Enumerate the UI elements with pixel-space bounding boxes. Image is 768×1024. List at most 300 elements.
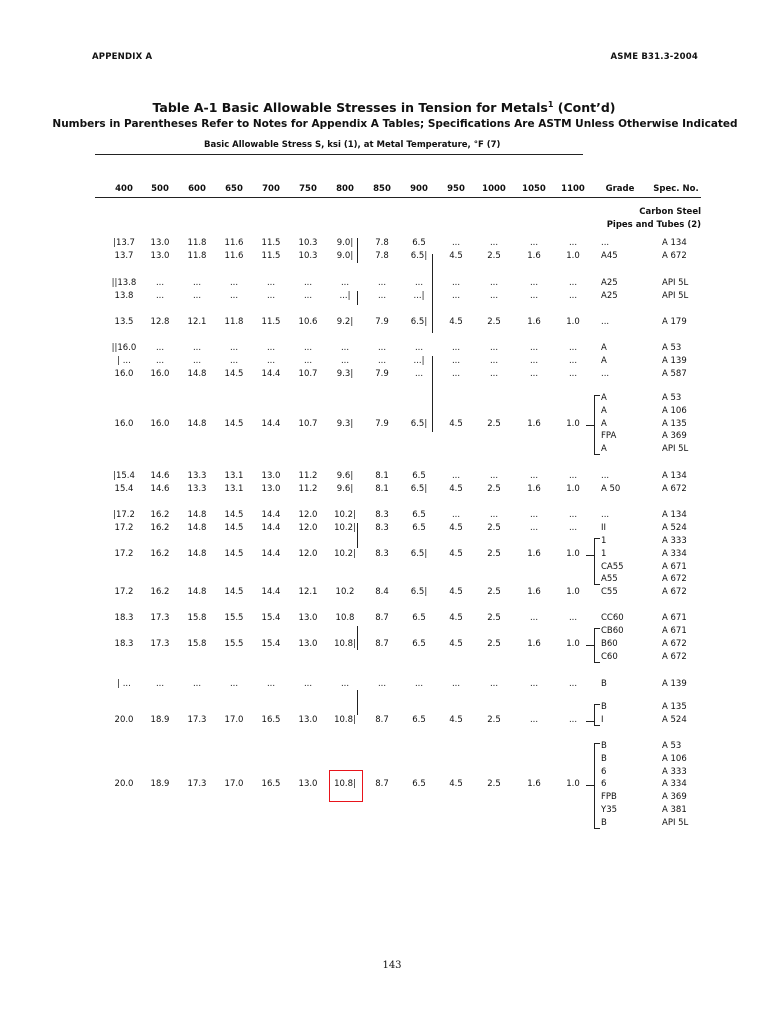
column-header-temp-850: 850 xyxy=(373,184,391,194)
table-cell: ...| xyxy=(413,356,425,366)
table-cell: 10.7 xyxy=(298,369,318,379)
table-cell: 6.5 xyxy=(412,779,426,790)
grade-cell: B xyxy=(601,741,607,751)
table-cell: ... xyxy=(568,510,578,520)
grade-bracket xyxy=(594,743,600,829)
table-cell: 14.5 xyxy=(224,548,244,559)
table-cell: 17.3 xyxy=(150,613,170,623)
table-cell: ...| xyxy=(413,291,425,301)
table-cell: |13.7 xyxy=(113,238,135,248)
table-cell: ... xyxy=(529,613,539,623)
grade-cell: A xyxy=(601,393,607,403)
spec-cell: API 5L xyxy=(662,291,689,301)
table-cell: ... xyxy=(340,356,350,366)
table-cell: 17.3 xyxy=(150,638,170,649)
column-header-temp-700: 700 xyxy=(262,184,280,194)
table-cell: ... xyxy=(568,356,578,366)
table-subtitle: Numbers in Parentheses Refer to Notes for Appendix A Tables; Specifications Are ASTM Unless Otherwise Indicated xyxy=(52,118,738,130)
bracket-connector xyxy=(586,645,594,646)
table-cell: 18.9 xyxy=(150,714,170,725)
spec-cell: A 134 xyxy=(662,471,687,481)
table-cell: 1.0 xyxy=(566,587,580,597)
table-cell: 8.3 xyxy=(375,523,389,533)
table-cell: ... xyxy=(529,291,539,301)
table-cell: 6.5| xyxy=(410,484,428,494)
table-cell: 6.5 xyxy=(412,638,426,649)
table-cell: 10.8| xyxy=(334,714,356,725)
table-cell: 7.9 xyxy=(375,317,389,327)
table-cell: 2.5 xyxy=(487,779,501,790)
table-cell: ... xyxy=(340,343,350,353)
table-cell: 8.1 xyxy=(375,471,389,481)
table-cell: 10.3 xyxy=(298,238,318,248)
grade-cell: A45 xyxy=(601,251,618,261)
table-cell: 1.0 xyxy=(566,779,580,790)
table-cell: 12.0 xyxy=(298,548,318,559)
table-cell: ... xyxy=(377,278,387,288)
table-cell: 2.5 xyxy=(487,484,501,494)
grade-cell: C55 xyxy=(601,587,618,597)
table-cell: ... xyxy=(155,679,165,689)
table-cell: ... xyxy=(529,278,539,288)
bracket-connector xyxy=(586,425,594,426)
table-cell: 11.2 xyxy=(298,484,318,494)
column-header-temp-1100: 1100 xyxy=(561,184,585,194)
table-cell: 7.8 xyxy=(375,251,389,261)
spec-cell: A 381 xyxy=(662,805,687,815)
table-cell: 14.6 xyxy=(150,471,170,481)
table-cell: 18.3 xyxy=(114,613,134,623)
column-header-temp-1000: 1000 xyxy=(482,184,506,194)
spec-cell: A 334 xyxy=(662,548,687,559)
table-cell: ... xyxy=(155,278,165,288)
table-cell: ... xyxy=(229,343,239,353)
table-cell: 13.0 xyxy=(150,238,170,248)
stress-header-rule xyxy=(95,154,583,155)
table-cell: ... xyxy=(414,369,424,379)
spec-cell: A 672 xyxy=(662,638,687,649)
revision-bar xyxy=(432,376,433,432)
table-cell: ... xyxy=(568,679,578,689)
table-cell: 14.4 xyxy=(261,523,281,533)
table-cell: ... xyxy=(192,356,202,366)
page-number: 143 xyxy=(382,960,402,971)
table-cell: 11.5 xyxy=(261,251,281,261)
table-cell: | ... xyxy=(117,356,131,366)
table-cell: ... xyxy=(192,343,202,353)
table-cell: ... xyxy=(377,291,387,301)
table-cell: 10.2| xyxy=(334,548,356,559)
table-cell: 15.5 xyxy=(224,638,244,649)
spec-cell: A 672 xyxy=(662,651,687,662)
table-cell: 14.8 xyxy=(187,548,207,559)
table-cell: 16.5 xyxy=(261,779,281,790)
revision-bar xyxy=(432,254,433,333)
table-cell: ... xyxy=(266,679,276,689)
table-cell: 2.5 xyxy=(487,638,501,649)
table-cell: ... xyxy=(377,356,387,366)
table-cell: 14.4 xyxy=(261,548,281,559)
table-cell: 14.8 xyxy=(187,510,207,520)
grade-cell: FPA xyxy=(601,431,617,442)
table-cell: ... xyxy=(451,510,461,520)
table-cell: ... xyxy=(266,278,276,288)
table-cell: 6.5 xyxy=(412,510,426,520)
spec-cell: A 671 xyxy=(662,613,687,623)
spec-cell: A 524 xyxy=(662,523,687,533)
table-cell: 4.5 xyxy=(449,587,463,597)
table-cell: ... xyxy=(568,714,578,725)
table-cell: ... xyxy=(303,278,313,288)
table-cell: 2.5 xyxy=(487,714,501,725)
grade-cell: ... xyxy=(601,510,610,520)
table-cell: 12.8 xyxy=(150,317,170,327)
column-header-temp-900: 900 xyxy=(410,184,428,194)
column-header-temp-800: 800 xyxy=(336,184,354,194)
table-cell: ... xyxy=(451,343,461,353)
table-cell: 13.1 xyxy=(224,471,244,481)
spec-cell: A 672 xyxy=(662,574,687,585)
grade-cell: CC60 xyxy=(601,613,624,623)
table-cell: 10.2 xyxy=(335,587,355,597)
table-cell: 13.1 xyxy=(224,484,244,494)
table-cell: ... xyxy=(489,679,499,689)
grade-cell: A xyxy=(601,343,607,353)
revision-bar xyxy=(357,626,358,650)
table-cell: ... xyxy=(529,714,539,725)
grade-cell: A xyxy=(601,405,607,416)
table-cell: ... xyxy=(568,369,578,379)
table-cell: 8.7 xyxy=(375,714,389,725)
table-cell: 2.5 xyxy=(487,523,501,533)
table-cell: 10.7 xyxy=(298,418,318,429)
table-cell: ... xyxy=(489,343,499,353)
column-header-temp-750: 750 xyxy=(299,184,317,194)
column-header-grade: Grade xyxy=(605,184,635,194)
spec-cell: A 587 xyxy=(662,369,687,379)
table-cell: 10.2| xyxy=(334,523,356,533)
table-cell: 1.0 xyxy=(566,418,580,429)
table-cell: 17.2 xyxy=(114,548,134,559)
table-cell: 14.5 xyxy=(224,418,244,429)
table-cell: 13.5 xyxy=(114,317,134,327)
table-cell: 14.8 xyxy=(187,418,207,429)
table-cell: 13.7 xyxy=(114,251,134,261)
table-cell: 17.3 xyxy=(187,714,207,725)
table-cell: 17.2 xyxy=(114,523,134,533)
spec-cell: A 369 xyxy=(662,792,687,803)
grade-cell: 1 xyxy=(601,536,607,546)
spec-cell: A 524 xyxy=(662,714,687,725)
table-cell: ...| xyxy=(339,291,351,301)
table-cell: 17.2 xyxy=(114,587,134,597)
table-cell: 15.4 xyxy=(261,613,281,623)
table-cell: ... xyxy=(529,679,539,689)
grade-bracket xyxy=(594,628,600,663)
table-cell: 6.5 xyxy=(412,471,426,481)
table-cell: 10.3 xyxy=(298,251,318,261)
table-cell: 16.0 xyxy=(150,369,170,379)
table-cell: 6.5| xyxy=(410,251,428,261)
table-cell: ... xyxy=(529,523,539,533)
table-cell: ... xyxy=(451,278,461,288)
table-cell: ... xyxy=(489,356,499,366)
grade-cell: A 50 xyxy=(601,484,621,494)
table-cell: 4.5 xyxy=(449,484,463,494)
grade-cell: B60 xyxy=(601,638,618,649)
table-cell: 11.6 xyxy=(224,251,244,261)
table-cell: ... xyxy=(489,238,499,248)
table-cell: 7.8 xyxy=(375,238,389,248)
table-cell: 15.4 xyxy=(261,638,281,649)
table-cell: ... xyxy=(489,369,499,379)
table-cell: 16.0 xyxy=(114,369,134,379)
table-cell: 4.5 xyxy=(449,638,463,649)
spec-cell: A 672 xyxy=(662,251,687,261)
grade-cell: A xyxy=(601,356,607,366)
table-cell: 4.5 xyxy=(449,779,463,790)
grade-cell: CB60 xyxy=(601,626,624,636)
table-cell: 8.7 xyxy=(375,613,389,623)
spec-cell: A 333 xyxy=(662,536,687,546)
table-cell: |17.2 xyxy=(113,510,135,520)
table-cell: 1.6 xyxy=(527,779,541,790)
table-cell: 15.8 xyxy=(187,638,207,649)
running-header-right: ASME B31.3-2004 xyxy=(610,52,698,62)
grade-cell: ... xyxy=(601,317,610,327)
table-cell: ... xyxy=(377,343,387,353)
grade-cell: A xyxy=(601,418,607,429)
table-cell: ... xyxy=(340,278,350,288)
table-cell: | ... xyxy=(117,679,131,689)
table-cell: 16.2 xyxy=(150,510,170,520)
grade-cell: Y35 xyxy=(601,805,618,815)
table-cell: 14.4 xyxy=(261,418,281,429)
table-cell: 12.0 xyxy=(298,510,318,520)
table-cell: 9.6| xyxy=(336,471,354,481)
table-cell: 2.5 xyxy=(487,251,501,261)
table-cell: 16.2 xyxy=(150,548,170,559)
table-cell: ... xyxy=(529,343,539,353)
table-cell: 4.5 xyxy=(449,251,463,261)
table-cell: ... xyxy=(155,356,165,366)
table-cell: ... xyxy=(568,278,578,288)
revision-bar xyxy=(357,523,358,548)
column-header-temp-1050: 1050 xyxy=(522,184,546,194)
table-cell: ... xyxy=(568,343,578,353)
table-cell: 9.3| xyxy=(336,418,354,429)
table-cell: 4.5 xyxy=(449,523,463,533)
table-cell: 13.3 xyxy=(187,484,207,494)
bracket-connector xyxy=(586,721,594,722)
grade-cell: A25 xyxy=(601,291,618,301)
table-cell: 2.5 xyxy=(487,317,501,327)
table-cell: 1.6 xyxy=(527,418,541,429)
section-subheading: Pipes and Tubes (2) xyxy=(606,220,701,230)
table-cell: 2.5 xyxy=(487,418,501,429)
grade-cell: C60 xyxy=(601,651,618,662)
table-cell: ... xyxy=(192,679,202,689)
spec-cell: A 134 xyxy=(662,238,687,248)
table-cell: ... xyxy=(340,679,350,689)
table-cell: ... xyxy=(303,291,313,301)
table-cell: 9.2| xyxy=(336,317,354,327)
table-cell: 16.5 xyxy=(261,714,281,725)
grade-cell: 6 xyxy=(601,779,607,790)
column-header-specno: Spec. No. xyxy=(653,184,699,194)
table-cell: ||16.0 xyxy=(111,343,137,353)
table-cell: ... xyxy=(155,343,165,353)
bracket-connector xyxy=(586,555,594,556)
grade-cell: B xyxy=(601,679,607,689)
table-cell: 10.6 xyxy=(298,317,318,327)
column-header-rule xyxy=(95,197,701,198)
table-cell: 13.0 xyxy=(298,779,318,790)
stress-header: Basic Allowable Stress S, ksi (1), at Metal Temperature, °F (7) xyxy=(204,140,501,150)
spec-cell: A 333 xyxy=(662,766,687,777)
grade-cell: FPB xyxy=(601,792,617,803)
table-cell: 1.0 xyxy=(566,251,580,261)
bracket-connector xyxy=(586,785,594,786)
table-cell: 11.8 xyxy=(224,317,244,327)
grade-bracket xyxy=(594,395,600,455)
column-header-temp-600: 600 xyxy=(188,184,206,194)
grade-cell: ... xyxy=(601,471,610,481)
table-cell: ... xyxy=(414,343,424,353)
column-header-temp-650: 650 xyxy=(225,184,243,194)
table-cell: ... xyxy=(229,679,239,689)
table-cell: 1.6 xyxy=(527,251,541,261)
section-heading: Carbon Steel xyxy=(639,207,701,217)
table-cell: ... xyxy=(229,356,239,366)
grade-cell: A25 xyxy=(601,278,618,288)
table-cell: 12.1 xyxy=(187,317,207,327)
grade-cell: A xyxy=(601,444,607,455)
spec-cell: A 53 xyxy=(662,343,682,353)
spec-cell: A 53 xyxy=(662,741,682,751)
spec-cell: API 5L xyxy=(662,444,689,455)
table-cell: 12.0 xyxy=(298,523,318,533)
table-cell: |15.4 xyxy=(113,471,135,481)
table-cell: ... xyxy=(155,291,165,301)
grade-cell: 1 xyxy=(601,548,607,559)
column-header-temp-500: 500 xyxy=(151,184,169,194)
grade-bracket xyxy=(594,538,600,585)
table-cell: 11.5 xyxy=(261,317,281,327)
table-cell: 17.0 xyxy=(224,714,244,725)
table-cell: 13.0 xyxy=(298,714,318,725)
revision-bar xyxy=(357,291,358,305)
table-cell: 14.5 xyxy=(224,369,244,379)
column-header-temp-400: 400 xyxy=(115,184,133,194)
table-cell: 8.3 xyxy=(375,548,389,559)
table-cell: 8.4 xyxy=(375,587,389,597)
table-cell: ... xyxy=(192,278,202,288)
table-cell: 13.0 xyxy=(261,484,281,494)
table-cell: ... xyxy=(568,291,578,301)
table-cell: 17.0 xyxy=(224,779,244,790)
table-cell: 2.5 xyxy=(487,587,501,597)
spec-cell: A 135 xyxy=(662,418,687,429)
table-cell: 13.0 xyxy=(298,638,318,649)
table-cell: 12.1 xyxy=(298,587,318,597)
table-cell: 14.5 xyxy=(224,587,244,597)
grade-cell: ... xyxy=(601,369,610,379)
table-cell: ... xyxy=(451,291,461,301)
table-cell: 20.0 xyxy=(114,714,134,725)
table-cell: 15.8 xyxy=(187,613,207,623)
table-cell: 1.0 xyxy=(566,317,580,327)
table-cell: 6.5| xyxy=(410,317,428,327)
table-cell: 8.1 xyxy=(375,484,389,494)
table-cell: 1.6 xyxy=(527,587,541,597)
table-cell: 8.7 xyxy=(375,638,389,649)
table-cell: ... xyxy=(529,238,539,248)
table-cell: 15.5 xyxy=(224,613,244,623)
table-cell: 11.5 xyxy=(261,238,281,248)
table-cell: ... xyxy=(414,679,424,689)
table-cell: ... xyxy=(229,278,239,288)
grade-cell: ... xyxy=(601,238,610,248)
grade-cell: B xyxy=(601,753,607,764)
grade-cell: CA55 xyxy=(601,561,624,572)
table-cell: ... xyxy=(568,238,578,248)
grade-cell: B xyxy=(601,817,607,828)
table-cell: 16.0 xyxy=(114,418,134,429)
table-cell: 6.5 xyxy=(412,523,426,533)
table-cell: ... xyxy=(303,343,313,353)
table-cell: ... xyxy=(377,679,387,689)
table-cell: 9.0| xyxy=(336,238,354,248)
table-cell: 14.5 xyxy=(224,523,244,533)
table-cell: 8.7 xyxy=(375,779,389,790)
table-cell: 14.4 xyxy=(261,587,281,597)
table-cell: 16.2 xyxy=(150,523,170,533)
table-cell: 11.2 xyxy=(298,471,318,481)
spec-cell: A 139 xyxy=(662,679,687,689)
table-cell: 10.8 xyxy=(335,613,355,623)
table-title: Table A-1 Basic Allowable Stresses in Tension for Metals$^1$ (Cont’d) xyxy=(152,100,616,116)
running-header-left: APPENDIX A xyxy=(92,52,153,62)
table-cell: 10.8| xyxy=(334,779,356,790)
table-cell: 10.8| xyxy=(334,638,356,649)
table-cell: 4.5 xyxy=(449,613,463,623)
spec-cell: A 334 xyxy=(662,779,687,790)
table-cell: ... xyxy=(489,510,499,520)
spec-cell: A 106 xyxy=(662,753,687,764)
highlight-box xyxy=(329,770,363,802)
revision-bar xyxy=(357,690,358,715)
grade-bracket xyxy=(594,704,600,726)
table-cell: ... xyxy=(266,291,276,301)
table-cell: 9.6| xyxy=(336,484,354,494)
table-cell: 14.4 xyxy=(261,510,281,520)
table-cell: 6.5| xyxy=(410,418,428,429)
spec-cell: A 53 xyxy=(662,393,682,403)
table-cell: 1.6 xyxy=(527,484,541,494)
spec-cell: A 672 xyxy=(662,587,687,597)
table-cell: 6.5| xyxy=(410,548,428,559)
table-cell: 7.9 xyxy=(375,418,389,429)
table-cell: 13.3 xyxy=(187,471,207,481)
spec-cell: A 134 xyxy=(662,510,687,520)
table-cell: 4.5 xyxy=(449,418,463,429)
grade-cell: I xyxy=(601,714,604,725)
table-cell: 16.2 xyxy=(150,587,170,597)
table-cell: 6.5| xyxy=(410,587,428,597)
revision-bar xyxy=(357,238,358,263)
table-cell: 4.5 xyxy=(449,714,463,725)
